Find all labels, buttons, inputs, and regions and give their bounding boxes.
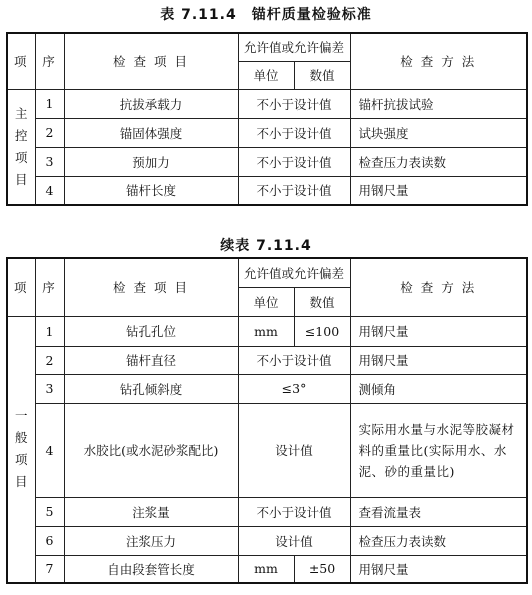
table-row [7,316,527,346]
unit-cell: mm [238,555,294,583]
seq-cell: 3 [35,374,64,403]
item-cell: 锚固体强度 [64,118,238,147]
unit-cell: mm [238,316,294,346]
value-cell: ±50 [294,555,350,583]
value-cell: ≤100 [294,316,350,346]
header-seq: 序 [35,258,64,316]
allowed-cell: 设计值 [238,526,350,555]
item-cell: 注浆压力 [64,526,238,555]
header-value: 数值 [294,287,350,316]
header-category: 项 [7,258,35,316]
item-cell: 钻孔倾斜度 [64,374,238,403]
item-cell: 自由段套管长度 [64,555,238,583]
method-cell: 检查压力表读数 [350,526,527,555]
category-cell-general: 一 般 项 目 [7,316,35,583]
table-row [7,555,527,583]
table-row [7,526,527,555]
method-cell: 测倾角 [350,374,527,403]
item-cell: 锚杆直径 [64,346,238,374]
allowed-cell: 不小于设计值 [238,176,350,205]
method-cell: 用钢尺量 [350,555,527,583]
header-unit: 单位 [238,287,294,316]
header-value: 数值 [294,61,350,89]
seq-cell: 4 [35,403,64,497]
seq-cell: 3 [35,147,64,176]
anchor-quality-table [6,32,528,206]
table-caption: 表 7.11.4 锚杆质量检验标准 [160,7,372,23]
table-caption-continued: 续表 7.11.4 [220,238,312,254]
method-cell: 检查压力表读数 [350,147,527,176]
method-cell: 用钢尺量 [350,316,527,346]
allowed-cell: 不小于设计值 [238,118,350,147]
allowed-cell: 不小于设计值 [238,89,350,118]
header-method: 检 查 方 法 [350,33,527,89]
category-cell-main: 主 控 项 目 [7,89,35,205]
allowed-cell: 不小于设计值 [238,147,350,176]
method-cell: 试块强度 [350,118,527,147]
method-cell: 锚杆抗拔试验 [350,89,527,118]
table-row [7,147,527,176]
method-cell: 用钢尺量 [350,176,527,205]
allowed-cell: 设计值 [238,403,350,497]
item-cell: 注浆量 [64,497,238,526]
header-item: 检 查 项 目 [64,258,238,316]
allowed-cell: ≤3° [238,374,350,403]
method-cell: 实际用水量与水泥等胶凝材料的重量比(实际用水、水泥、砂的重量比) [350,403,527,497]
item-cell: 预加力 [64,147,238,176]
table-row [7,497,527,526]
method-cell: 用钢尺量 [350,346,527,374]
item-cell: 钻孔孔位 [64,316,238,346]
allowed-cell: 不小于设计值 [238,346,350,374]
item-cell: 水胶比(或水泥砂浆配比) [64,403,238,497]
table-row [7,403,527,497]
header-method: 检 查 方 法 [350,258,527,316]
header-seq: 序 [35,33,64,89]
table-row [7,374,527,403]
header-unit: 单位 [238,61,294,89]
header-tolerance: 允许值或允许偏差 [238,258,350,287]
table-row [7,118,527,147]
header-category: 项 [7,33,35,89]
seq-cell: 1 [35,89,64,118]
method-cell: 查看流量表 [350,497,527,526]
table-row [7,346,527,374]
table-row [7,176,527,205]
seq-cell: 6 [35,526,64,555]
seq-cell: 4 [35,176,64,205]
allowed-cell: 不小于设计值 [238,497,350,526]
seq-cell: 5 [35,497,64,526]
seq-cell: 7 [35,555,64,583]
table-row [7,89,527,118]
header-tolerance: 允许值或允许偏差 [238,33,350,61]
item-cell: 锚杆长度 [64,176,238,205]
seq-cell: 2 [35,118,64,147]
seq-cell: 2 [35,346,64,374]
anchor-quality-table-continued [6,257,528,584]
header-item: 检 查 项 目 [64,33,238,89]
seq-cell: 1 [35,316,64,346]
item-cell: 抗拔承载力 [64,89,238,118]
